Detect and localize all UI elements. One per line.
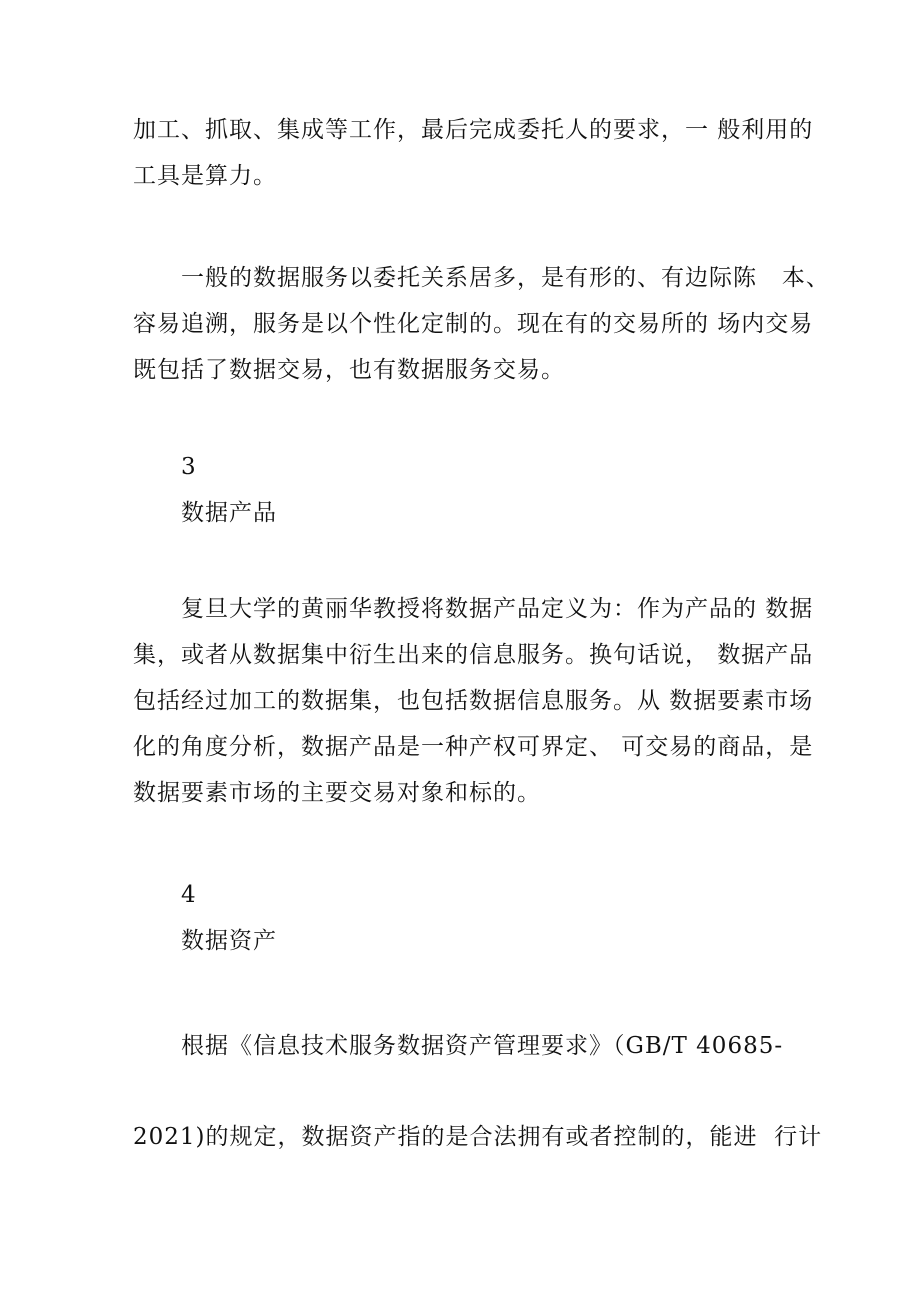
paragraph-3-line-4: 化的角度分析，数据产品是一种产权可界定、 可交易的商品，是 [133, 734, 814, 760]
section-3-title: 数据产品 [181, 500, 277, 526]
section-4-title: 数据资产 [181, 928, 277, 954]
paragraph-1-line-2: 工具是算力。 [133, 163, 277, 189]
paragraph-2-line-2: 容易追溯，服务是以个性化定制的。现在有的交易所的 场内交易 [133, 311, 814, 337]
paragraph-3-line-5: 数据要素市场的主要交易对象和标的。 [133, 780, 541, 806]
section-4-number: 4 [181, 882, 197, 908]
paragraph-3-line-1: 复旦大学的黄丽华教授将数据产品定义为：作为产品的 数据 [181, 596, 814, 622]
paragraph-4-line-1: 根据《信息技术服务数据资产管理要求》（GB/T 40685- [181, 1033, 784, 1059]
paragraph-2-line-1: 一般的数据服务以委托关系居多，是有形的、有边际陈 本、 [181, 265, 830, 291]
paragraph-3-line-2: 集，或者从数据集中衍生出来的信息服务。换句话说， 数据产品 [133, 642, 814, 668]
paragraph-1-line-1: 加工、抓取、集成等工作，最后完成委托人的要求，一 般利用的 [133, 117, 814, 143]
paragraph-5-line-1: 2021)的规定，数据资产指的是合法拥有或者控制的，能进 行计 [133, 1124, 823, 1150]
paragraph-2-line-3: 既包括了数据交易，也有数据服务交易。 [133, 357, 565, 383]
section-3-number: 3 [181, 454, 197, 480]
paragraph-3-line-3: 包括经过加工的数据集，也包括数据信息服务。从 数据要素市场 [133, 688, 814, 714]
